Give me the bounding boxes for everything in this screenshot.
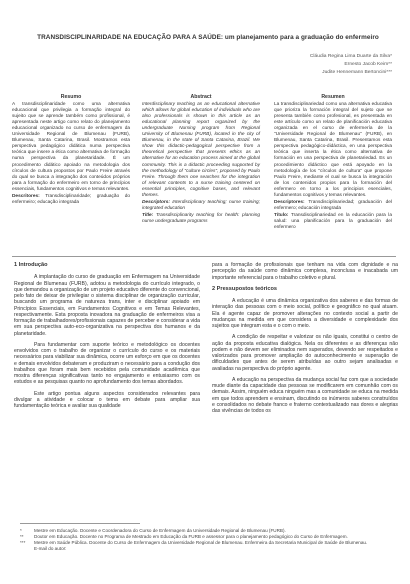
title-label: Title: [142, 212, 154, 218]
footnote-mark [20, 546, 34, 552]
translated-title: Transdisciplinariedad en la educación para la salud: una planificación para la graduación del enfermero [274, 212, 392, 230]
footnote-mark: *** [20, 539, 26, 545]
translated-title: Transdisciplinarity teaching for health: planning nurse undergraduate programs [142, 212, 260, 224]
footnote-text: Doutor em Educação. Docente no Programa de Mestrado em Educação da FURB e assessor para o planejamento pedagógico do Curso de Enfermagem. [34, 533, 348, 539]
author-name: Judite Hennemann Bertoncini*** [322, 70, 392, 75]
section-divider [12, 256, 396, 257]
keywords-label: Descriptores: [274, 199, 305, 205]
resumen-title-line [274, 213, 392, 231]
body-paragraph: Este artigo pontua alguns aspectos considerados relevantes para divulgar a atividade e colocar o tema em debate para ampliar sua fundamentação teórica e avaliar sua qualidade [14, 390, 200, 409]
footnote-text: E-mail do autor: [34, 545, 67, 551]
section-heading-theory: 2 Pressupostos teóricos [212, 285, 277, 292]
footnote-text: Mestre em Educação. Docente e Coordenadora do Curso de Enfermagem da Universidade Regional de Blumenau (FURB). [34, 528, 286, 533]
body-paragraph: A educação na perspectiva da mudança social faz com que a sociedade mude diante da capacidade das pessoas se modificarem em comunhão com os demais. Assim, ninguém educa ninguém mas a comunidade se educa na medida em que todos aprendem e ensinam, discutindo os inúmeros saberes construídos e consolidados no debate franco e fraterno contextualizado nas dores e alegrias das vivências de todos os [212, 376, 398, 414]
abstract-column [142, 94, 260, 226]
keywords-text: Interdisciplinary teaching; nurse training; integrated education [142, 199, 260, 211]
body-left-column [14, 262, 200, 414]
body-paragraph: A condição de respeitar e valorizar os não iguais, constitui o centro de ação da proposta educativa dialógica. Nela os diferentes e as diferenças não podem e não devem ser eliminados nem superados, devendo ser respeitados e valorizados para promover ampliação do autoconhecimento e superação de dificuldades que antes de serem atribuídas ao outro sejam analisadas e avaliadas na perspectiva do próprio agente. [212, 334, 398, 372]
body-right-column [212, 262, 398, 419]
author-list [212, 53, 392, 77]
body-paragraph: para a formação de profissionais que tenham na vida com dignidade e na percepção da saúde como dinâmica complexa, inconclusa e inacabada um importante referencial para o trabalho coletivo e plural. [212, 262, 398, 281]
keywords-text: Transdisciplinariedad; graduación del enfermero; educación integrada [274, 199, 392, 211]
footnote-text: Mestre em Saúde Pública. Docente do Curso de Enfermagem da Universidade Regional de Blumenau. Enfermeira da Secretaria Municipal de Saúde de Blumenau. [34, 539, 368, 545]
title-label: Título: [274, 212, 289, 218]
resumen-heading: Resumen [321, 94, 345, 100]
footnote [20, 546, 400, 552]
resumen-keywords [274, 200, 392, 212]
abstract-title-line [142, 213, 260, 225]
author-name: Ernesto Jacob Keim** [344, 62, 392, 67]
footnote-divider [20, 523, 140, 524]
resumo-column [12, 94, 130, 207]
resumen-column [274, 94, 392, 232]
keywords-text: Transdisciplinaridade; graduação do enfermeiro; educação integrada [12, 193, 131, 205]
resumo-keywords [12, 194, 130, 206]
footnotes [20, 528, 400, 552]
abstract-heading: Abstract [190, 94, 212, 100]
body-paragraph: A implantação do curso de graduação em Enfermagem na Universidade Regional de Blumenau (FURB), adotou a metodologia do currículo integrado, o que demandou a organização de um projeto educativo diferente do convencional, pelo fato de deixar de privilegiar o sistema disciplinar de organização curricular, buscando um programa de natureza trans, inter e disciplinar apoiado em Princípios Essenciais, em Fundamentos Cognitivos e em Temas Relevantes, respectivamente. Esta proposta inovadora na graduação de enfermeiros visa a formação de trabalhadores/profissionais capazes de perceber e considerar a vida em sua perspectiva auto-eco-organizativa na perspectiva dos humanos e da planetaridade. [14, 274, 200, 337]
abstract-text: Interdisciplinary teaching as an educational alternative which allows for global education of individuals who are also professionals is shown in this article as an educational planning report organized by the undergraduate Nursing program from Regional University of Blumenau (FURB), located in the city of Blumenau, in the state of Santa Catarina, Brazil. We show this didactic-pedagogical perspective from a theoretical perspective that presents ethics as an alternative for an education process aimed at the global community. This is a didactic proceeding supported by the methodology of "culture circles", proposed by Paulo Freire. Through them one searches for the integration of relevant contents to a nurse training centered on essential principles, cognitive bases, and relevant themes. [142, 102, 260, 198]
footnote-mark: ** [20, 533, 24, 539]
keywords-label: Descriptors: [142, 199, 170, 205]
footnote [20, 540, 400, 546]
resumo-text: A transdisciplinaridade como uma alternativa educacional que privilegia a formação integral do sujeito que se aprende também como profissional, é apresentada neste artigo como relato do planejamento educacional organizado no curso de enfermagem da Universidade Regional de Blumenau (FURB), Blumenau, Santa Catarina, Brasil. Mostramos esta perspectiva pedagógico didática numa perspectiva teórica que insere a ética como alternativa de formação numa perspectiva da planetaridade. É um procedimento didático apoiado na metodologia dos círculos de cultura propostos por Paulo Freire através do qual se busca a integração dos conteúdos próprios para a formação do enfermeiro em torno de princípios essenciais, fundamentos cognitivos e temas relevantes. [12, 102, 130, 192]
body-paragraph: Para fundamentar com suporte teórico e metodológico os docentes envolvidos com o trabalho de organizar o currículo do curso e os materiais necessários para viabilizar sua dinâmica, ocorre um esforço em que os docentes e demais envolvidos debateram e produziram o necessário para a condução dos trabalhos que foram mais bem recebidos pela comunidade acadêmica que mostra diferenças significativas tanto no engajamento e entusiasmo com os estudos e as pesquisas quanto no aprofundamento dos temas abordados. [14, 341, 200, 386]
footnote-mark: * [20, 528, 22, 533]
abstract-keywords [142, 200, 260, 212]
body-paragraph: A educação é uma dinâmica organizativa dos saberes e das formas de interação das pessoas com o meio social, político e geográfico no qual atuam. Ela é agente capaz de promover alterações no contexto social a partir de mudanças na medida em que considera a diversidade e complexidade dos sujeitos que integram esta e o com o meio. [212, 298, 398, 329]
paper-title: TRANSDISCIPLINARIDADE NA EDUCAÇÃO PARA A SAÚDE: um planejamento para a graduação do enfermeiro [37, 34, 379, 41]
keywords-label: Descritores: [12, 193, 40, 199]
section-heading-introduction: 1 Introdução [14, 262, 48, 268]
author-name: Cláudia Regina Lima Duarte da Silva* [309, 54, 392, 59]
resumo-heading: Resumo [60, 94, 82, 100]
resumen-text: La transdisciplinariedad como una alternativa educativa que prioriza la formación integral del sujeto que se presenta también como profesional, es presentada en este artículo como un relato de planificación educativa organizada en el curso de enfermería de la "Universidade Regional de Blumenau" (FURB), en Blumenau, Santa Catarina, Brasil. Presentamos esta perspectiva pedagógico-didáctica, en una perspectiva teórica que inserta la ética como alternativa de formación en una perspectiva de planetariedad. Es un procedimiento didáctico que está apoyado en la metodología de los "círculos de cultura" que propone Paulo Freire, mediante el cual se busca la integración de los contenidos propios para la formación del enfermero en torno a los principios esenciales, fundamentos cognitivos y temas relevantes. [274, 102, 392, 198]
